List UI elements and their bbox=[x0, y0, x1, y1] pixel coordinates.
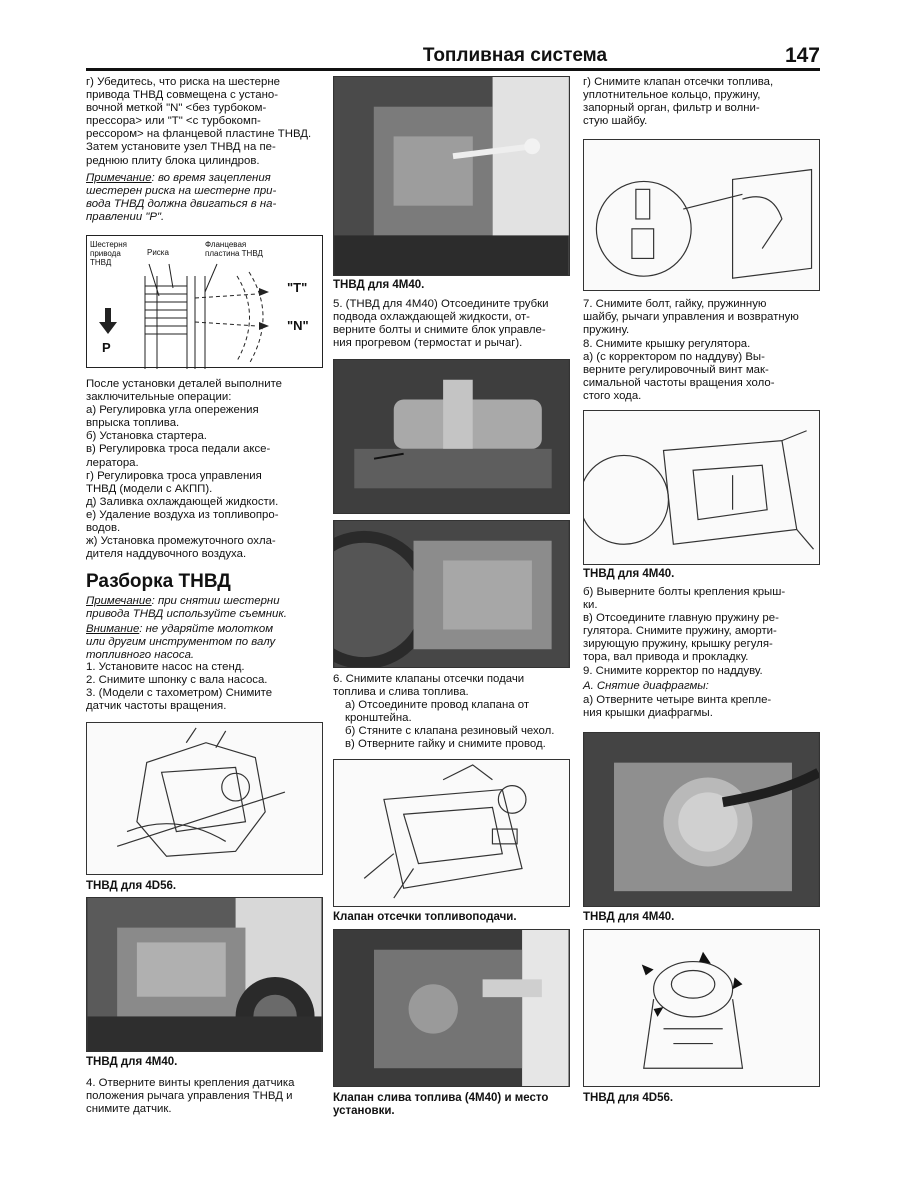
col1-note-2: Примечание: при снятии шестерни привода ТНВД используйте съемник. bbox=[86, 595, 287, 621]
page-number: 147 bbox=[784, 44, 820, 67]
col1-after-install: После установки деталей выполните заключительные операции: а) Регулировка угла опережения впрыска топлива. б) Установка стартера. в) Регулировка троса педали аксе- лератора. г) Регулировка троса управления ТНВД (модели с АКПП). д) Заливка охлаждающей жидкости. е) Удаление воздуха из топливопро- водов. ж) Установка промежуточного охла- дителя наддувочного воздуха. bbox=[86, 378, 282, 561]
col3-sub-steps: б) Выверните болты крепления крыш- ки. в) Отсоедините главную пружину ре- гулятора. Снимите пружину, аморти- зирующую пружину, крышку регуля- тора, вал привода и прокладку. 9. Снимите корректор по наддуву. bbox=[583, 586, 786, 677]
col1-steps-1-3: 1. Установите насос на стенд. 2. Снимите шпонку с вала насоса. 3. (Модели с тахометром) Снимите датчик частоты вращения. bbox=[86, 661, 273, 713]
col2-step-6-sub: а) Отсоедините провод клапана от кронштейна. б) Стяните с клапана резиновый чехол. в) Отверните гайку и снимите провод. bbox=[345, 699, 555, 751]
warmup-unit-photo-shapes bbox=[334, 360, 569, 513]
col3-sub-heading: А. Снятие диафрагмы: bbox=[583, 680, 709, 692]
pump-4m40-photo-shapes bbox=[87, 898, 322, 1051]
section-heading: Разборка ТНВД bbox=[86, 571, 231, 592]
col3-step-7: 7. Снимите болт, гайку, пружинную шайбу, рычаги управления и возвратную пружину. bbox=[583, 298, 799, 337]
governor-sketch bbox=[584, 411, 819, 564]
photo-pump-gear bbox=[333, 520, 570, 668]
diaphragm-sketch bbox=[584, 930, 819, 1086]
line-drawing-cutoff-valve bbox=[333, 759, 570, 907]
pump-4m40-top-photo-shapes bbox=[334, 77, 569, 275]
caption-pump-4d56: ТНВД для 4D56. bbox=[86, 880, 177, 892]
caption-col3-1: ТНВД для 4M40. bbox=[583, 568, 675, 580]
diaphragm-cover-photo-shapes bbox=[584, 733, 819, 906]
photo-drain-valve bbox=[333, 929, 570, 1087]
line-drawing-valve-parts bbox=[583, 139, 820, 291]
caption-col2-top: ТНВД для 4M40. bbox=[333, 279, 425, 291]
diagram-mark-n: "N" bbox=[287, 318, 309, 333]
col1-step-4: 4. Отверните винты крепления датчика положения рычага управления ТНВД и снимите датчик. bbox=[86, 1077, 295, 1116]
col1-step-g: г) Убедитесь, что риска на шестерне привода ТНВД совмещена с устано- вочной меткой "N" <без турбоком- прессора> или "T" <с турбокомп- рессором> на фланцевой пластине ТНВД. Затем установите узел ТНВД на пе- реднюю плиту блока цилиндров. bbox=[86, 76, 312, 167]
col2-step-6: 6. Снимите клапаны отсечки подачи топлива и слива топлива. bbox=[333, 673, 525, 699]
col1-warning: Внимание: не ударяйте молотком или другим инструментом по валу топливного насоса. bbox=[86, 623, 276, 662]
col3-step-g: г) Снимите клапан отсечки топлива, уплотнительное кольцо, пружину, запорный орган, фильтр и волни- стую шайбу. bbox=[583, 76, 774, 128]
diagram-label-plate: Фланцевая пластина ТНВД bbox=[205, 240, 263, 258]
caption-drain-valve: Клапан слива топлива (4M40) и место установки. bbox=[333, 1092, 549, 1117]
line-drawing-governor bbox=[583, 410, 820, 565]
drain-valve-photo-shapes bbox=[334, 930, 569, 1086]
col3-sub-a: а) Отверните четыре винта крепле- ния крышки диафрагмы. bbox=[583, 694, 772, 720]
caption-col3-2: ТНВД для 4M40. bbox=[583, 911, 675, 923]
header-rule bbox=[86, 68, 820, 71]
diagram-label-mark: Риска bbox=[147, 248, 169, 257]
running-header-title: Топливная система bbox=[422, 45, 608, 66]
caption-pump-4m40: ТНВД для 4M40. bbox=[86, 1056, 178, 1068]
pump-4d56-sketch bbox=[87, 723, 322, 874]
diagram-mark-p: P bbox=[102, 340, 111, 355]
photo-diaphragm-cover bbox=[583, 732, 820, 907]
line-drawing-diaphragm bbox=[583, 929, 820, 1087]
col1-note-1: Примечание: во время зацепления шестерен риска на шестерне при- вода ТНВД должна двигаться в на- правлении "P". bbox=[86, 172, 277, 224]
valve-parts-sketch bbox=[584, 140, 819, 290]
photo-warmup-unit bbox=[333, 359, 570, 514]
photo-pump-4m40 bbox=[86, 897, 323, 1052]
diagram-label-gear: Шестерня привода ТНВД bbox=[90, 240, 128, 267]
line-drawing-pump-4d56 bbox=[86, 722, 323, 875]
cutoff-valve-sketch bbox=[334, 760, 569, 906]
gear-alignment-diagram bbox=[86, 235, 323, 368]
pump-gear-photo-shapes bbox=[334, 521, 569, 667]
photo-pump-4m40-top bbox=[333, 76, 570, 276]
caption-cutoff-valve: Клапан отсечки топливоподачи. bbox=[333, 911, 517, 923]
col2-step-5: 5. (ТНВД для 4M40) Отсоедините трубки подвода охлаждающей жидкости, от- верните болты и снимите блок управле- ния прогревом (термостат и рычаг). bbox=[333, 298, 549, 350]
col3-step-8: 8. Снимите крышку регулятора. а) (с корректором по наддуву) Вы- верните регулировочный винт мак- симальной частоты вращения холо- стого хода. bbox=[583, 338, 775, 403]
caption-col3-3: ТНВД для 4D56. bbox=[583, 1092, 674, 1104]
diagram-mark-t: "T" bbox=[287, 280, 308, 295]
